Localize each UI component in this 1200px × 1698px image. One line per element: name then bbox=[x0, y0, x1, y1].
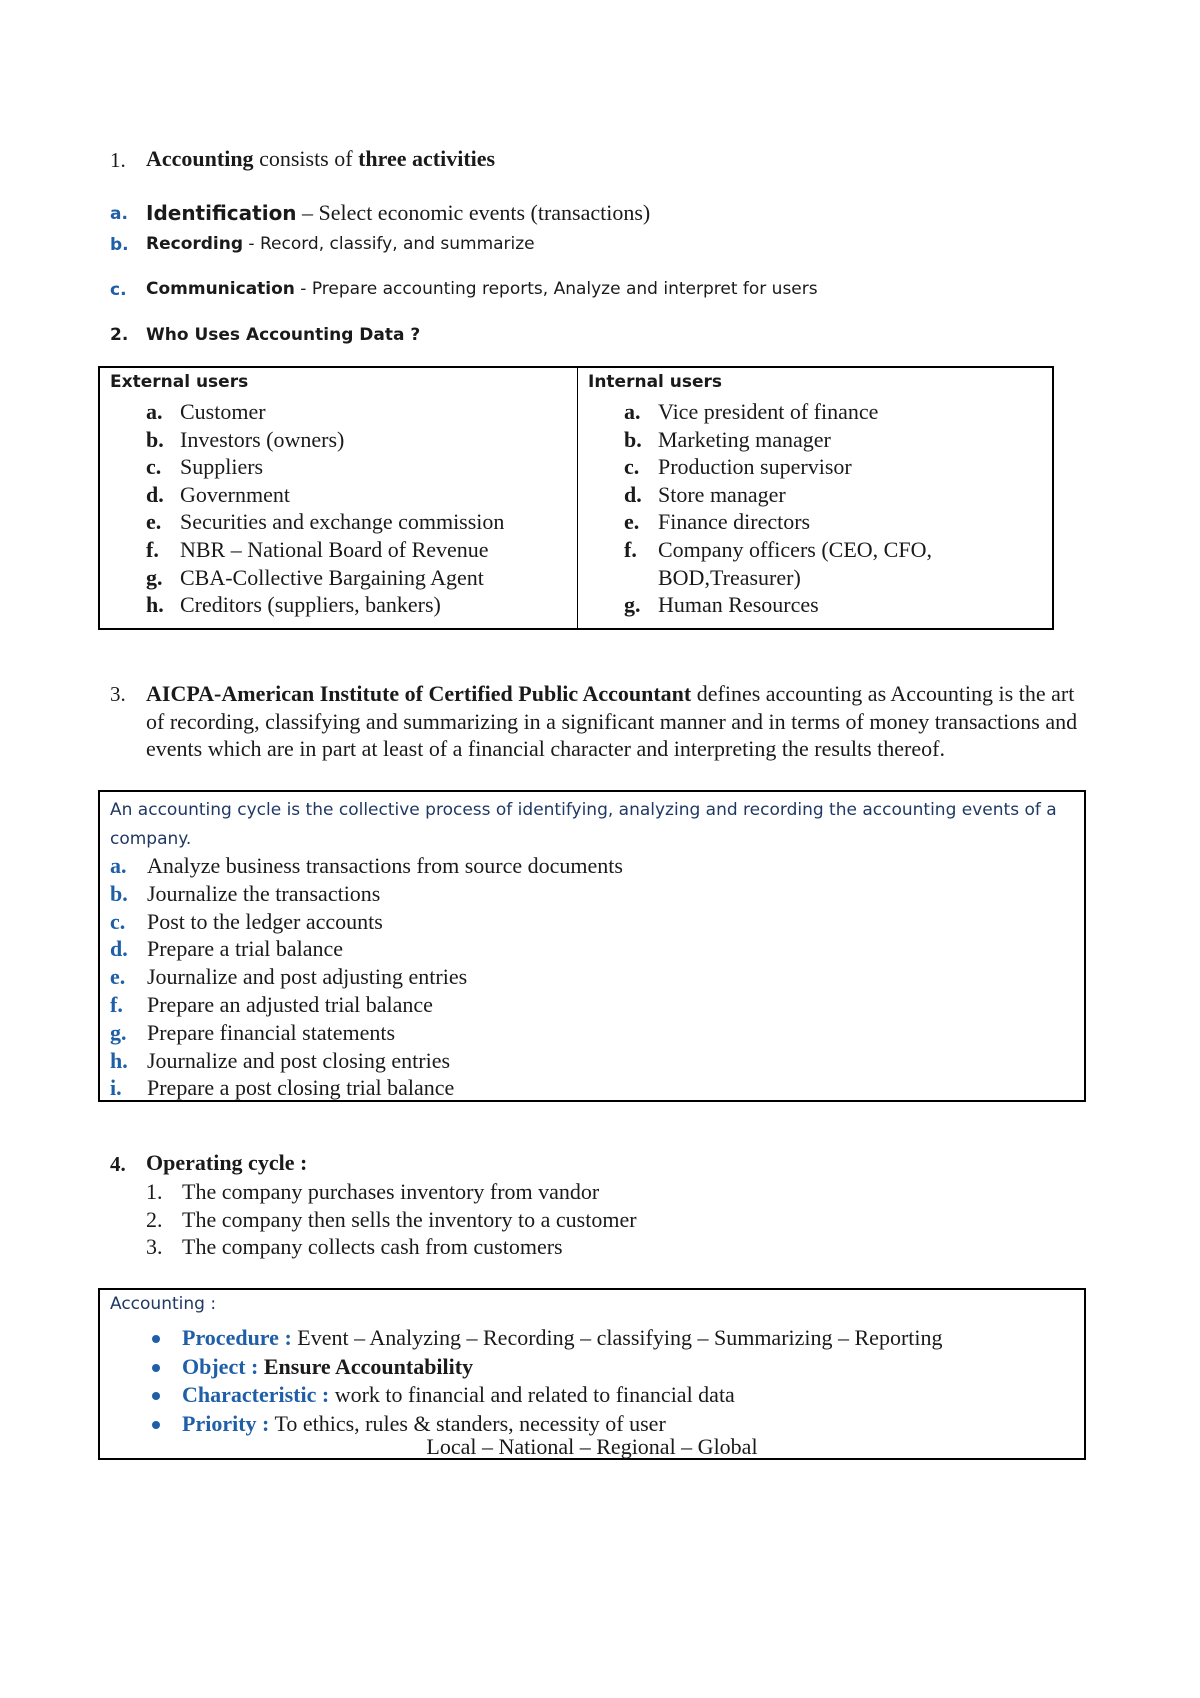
accounting-cycle-box bbox=[98, 790, 1086, 1102]
table-divider bbox=[577, 368, 578, 628]
accounting-summary-box bbox=[98, 1288, 1086, 1460]
activity-communication bbox=[146, 279, 818, 299]
heading-bold-three-activities: three activities bbox=[358, 146, 496, 171]
aicpa-text: defines accounting as Accounting is the art of recording, classifying and summarizing in a significant manner and in terms of money transactions and events which are in part at least of a financial character and interpreting the results thereof. bbox=[146, 681, 1078, 761]
list-text: Prepare a trial balance bbox=[147, 936, 344, 962]
aicpa-definition bbox=[146, 680, 1096, 763]
list-letter: e. bbox=[624, 509, 640, 535]
list-letter: f. bbox=[624, 536, 637, 562]
bullet-text: To ethics, rules & standers, necessity of user bbox=[269, 1410, 666, 1436]
bullet-key: Procedure : bbox=[182, 1325, 292, 1350]
bullet-text: Event – Analyzing – Recording – classifying – Summarizing – Reporting bbox=[291, 1325, 943, 1350]
bullet-icon bbox=[152, 1364, 160, 1372]
list-text: CBA-Collective Bargaining Agent bbox=[180, 564, 484, 590]
list-text: Prepare an adjusted trial balance bbox=[147, 991, 433, 1017]
list-letter: c. bbox=[624, 454, 640, 480]
list-text: Investors (owners) bbox=[180, 426, 345, 452]
list-letter: f. bbox=[146, 536, 159, 562]
list-text: The company purchases inventory from vandor bbox=[182, 1179, 600, 1204]
users-table bbox=[98, 366, 1054, 630]
list-text: Marketing manager bbox=[658, 426, 831, 452]
list-text: NBR – National Board of Revenue bbox=[180, 536, 489, 562]
list-text: The company collects cash from customers bbox=[182, 1234, 563, 1260]
list-letter: c. bbox=[110, 908, 126, 934]
list-text: Store manager bbox=[658, 481, 786, 507]
list-text: Company officers (CEO, CFO, bbox=[658, 536, 932, 562]
list-text: Production supervisor bbox=[658, 454, 852, 480]
internal-users-title: Internal users bbox=[588, 372, 723, 392]
list-text: Finance directors bbox=[658, 509, 811, 535]
list-letter: d. bbox=[624, 481, 642, 507]
list-text: BOD,Treasurer) bbox=[658, 564, 801, 590]
list-letter: f. bbox=[110, 991, 123, 1017]
list-text: Analyze business transactions from source documents bbox=[147, 853, 623, 878]
activity-text: – Select economic events (transactions) bbox=[296, 200, 651, 225]
bullet-key: Characteristic : bbox=[182, 1382, 330, 1407]
section-4-number: 4. bbox=[110, 1152, 126, 1176]
activity-letter: b. bbox=[110, 235, 129, 255]
accounting-summary-title: Accounting : bbox=[110, 1294, 217, 1314]
list-text: The company then sells the inventory to a customer bbox=[182, 1206, 637, 1232]
activity-label: Recording bbox=[146, 234, 244, 254]
list-letter: a. bbox=[146, 399, 163, 424]
activity-identification bbox=[146, 200, 650, 226]
list-letter: d. bbox=[110, 936, 128, 962]
list-text: Government bbox=[180, 481, 290, 507]
list-letter: e. bbox=[146, 509, 162, 535]
activity-letter: a. bbox=[110, 204, 128, 224]
bullet-icon bbox=[152, 1392, 160, 1400]
section-4-heading: Operating cycle : bbox=[146, 1150, 308, 1175]
bullet-text: Ensure Accountability bbox=[258, 1353, 474, 1379]
bullet-icon bbox=[152, 1335, 160, 1343]
activity-recording bbox=[146, 234, 535, 254]
list-number: 1. bbox=[146, 1179, 163, 1204]
list-letter: c. bbox=[146, 454, 162, 480]
external-users-title: External users bbox=[110, 372, 249, 392]
activity-letter: c. bbox=[110, 280, 127, 300]
list-letter: b. bbox=[110, 880, 128, 906]
list-text: Journalize and post adjusting entries bbox=[147, 964, 468, 990]
bullet-icon bbox=[152, 1421, 160, 1429]
list-letter: a. bbox=[624, 399, 641, 424]
list-text: Prepare financial statements bbox=[147, 1019, 396, 1045]
heading-mid: consists of bbox=[253, 146, 359, 171]
activity-text: - Prepare accounting reports, Analyze and interpret for users bbox=[294, 279, 818, 299]
list-text: Journalize the transactions bbox=[147, 880, 381, 906]
list-text: Prepare a post closing trial balance bbox=[147, 1075, 455, 1101]
list-text: Customer bbox=[180, 399, 266, 424]
list-letter: g. bbox=[110, 1019, 127, 1045]
list-text: Vice president of finance bbox=[658, 399, 879, 424]
bullet-key: Priority : bbox=[182, 1410, 270, 1436]
list-letter: i. bbox=[110, 1075, 122, 1101]
aicpa-name: AICPA-American Institute of Certified Public Accountant bbox=[146, 681, 692, 706]
list-letter: d. bbox=[146, 481, 164, 507]
activity-item bbox=[110, 235, 129, 255]
activity-label: Identification bbox=[146, 201, 297, 225]
list-text: Creditors (suppliers, bankers) bbox=[180, 592, 441, 618]
section-1-number: 1. bbox=[110, 148, 126, 172]
list-number: 3. bbox=[146, 1234, 163, 1260]
heading-bold-accounting: Accounting bbox=[146, 146, 254, 171]
list-letter: b. bbox=[146, 426, 164, 452]
list-letter: g. bbox=[624, 592, 641, 618]
list-text: Securities and exchange commission bbox=[180, 509, 505, 535]
list-text: Journalize and post closing entries bbox=[147, 1047, 451, 1073]
list-number: 2. bbox=[146, 1206, 163, 1232]
list-letter: h. bbox=[146, 592, 164, 618]
accounting-cycle-intro: An accounting cycle is the collective process of identifying, analyzing and recording the accounting events of a company. bbox=[110, 800, 1057, 849]
activity-label: Communication bbox=[146, 279, 295, 299]
activity-item bbox=[110, 204, 128, 224]
list-letter: g. bbox=[146, 564, 163, 590]
section-2-number: 2. bbox=[110, 325, 129, 345]
activity-text: - Record, classify, and summarize bbox=[243, 234, 535, 254]
list-text: Human Resources bbox=[658, 592, 819, 618]
activity-item bbox=[110, 280, 127, 300]
accounting-levels: Local – National – Regional – Global bbox=[426, 1434, 758, 1459]
list-letter: e. bbox=[110, 964, 126, 990]
section-3-number: 3. bbox=[110, 682, 126, 706]
list-letter: h. bbox=[110, 1047, 128, 1073]
section-2-heading: Who Uses Accounting Data ? bbox=[146, 325, 421, 345]
list-text: Post to the ledger accounts bbox=[147, 908, 383, 934]
list-letter: a. bbox=[110, 853, 127, 878]
list-letter: b. bbox=[624, 426, 642, 452]
section-1-heading bbox=[146, 146, 495, 172]
list-text: Suppliers bbox=[180, 454, 264, 480]
bullet-key: Object : bbox=[182, 1353, 259, 1379]
bullet-text: work to financial and related to financial data bbox=[329, 1382, 735, 1407]
